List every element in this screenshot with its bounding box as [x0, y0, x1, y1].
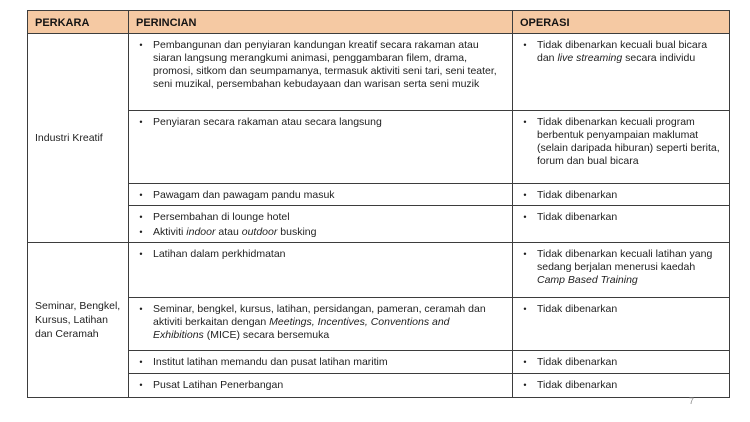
- list-item-text: (MICE) secara bersemuka: [203, 329, 330, 341]
- list-item-text: Tidak dibenarkan: [537, 211, 618, 223]
- list-item-text: atau: [215, 226, 242, 238]
- operasi-cell: [513, 206, 730, 243]
- list-item-text: Penyiaran secara rakaman atau secara langsung: [153, 116, 382, 128]
- list-item-text-italic: live streaming: [557, 52, 623, 64]
- bullet-icon: •: [139, 249, 143, 259]
- bullet-icon: •: [139, 190, 143, 200]
- list-item-text: Latihan dalam perkhidmatan: [153, 248, 286, 260]
- bullet-icon: •: [523, 249, 527, 259]
- list-item: [129, 356, 510, 369]
- list-item: [513, 248, 727, 287]
- list-item-text: Tidak dibenarkan: [537, 356, 618, 368]
- list-item-text-italic: Meetings, Incentives, Conventions and Exhibitions: [153, 316, 450, 341]
- perincian-cell: [129, 351, 513, 374]
- table-row: [28, 206, 730, 243]
- list-item-text: Pusat Latihan Penerbangan: [153, 379, 284, 391]
- table-row: [28, 243, 730, 298]
- col-header-perkara: PERKARA: [28, 11, 129, 34]
- table-row: [28, 298, 730, 351]
- list-item-text: Tidak dibenarkan kecuali bual bicara dan: [537, 39, 708, 64]
- list-item-text: Institut latihan memandu dan pusat latihan maritim: [153, 356, 388, 368]
- list-item: [129, 116, 510, 129]
- list-item-text: Tidak dibenarkan kecuali latihan yang sedang berjalan menerusi kaedah: [537, 248, 713, 273]
- operasi-cell: [513, 111, 730, 184]
- operasi-cell: [513, 184, 730, 206]
- list-item: [513, 356, 727, 369]
- perincian-cell: [129, 111, 513, 184]
- list-item: [513, 303, 727, 316]
- bullet-icon: •: [139, 117, 143, 127]
- col-header-operasi: OPERASI: [513, 11, 730, 34]
- list-item-text-italic: outdoor: [241, 226, 278, 238]
- list-item-text: busking: [277, 226, 317, 238]
- perincian-cell: [129, 243, 513, 298]
- bullet-icon: •: [523, 212, 527, 222]
- col-header-perincian: PERINCIAN: [129, 11, 513, 34]
- list-item-text: Aktiviti: [153, 226, 187, 238]
- restrictions-table: [27, 10, 730, 398]
- perincian-cell: [129, 298, 513, 351]
- list-item-text-italic: indoor: [186, 226, 216, 238]
- list-item: [513, 189, 727, 202]
- bullet-icon: •: [523, 40, 527, 50]
- page-number: 7: [688, 396, 694, 406]
- list-item: [513, 379, 727, 392]
- perincian-cell: [129, 206, 513, 243]
- list-item-text: Tidak dibenarkan: [537, 379, 618, 391]
- list-item-text: Tidak dibenarkan kecuali program berbentuk penyampaian maklumat (selain daripada hiburan) seperti berita, forum dan bual bicara: [537, 116, 720, 167]
- section-label-seminar: Seminar, Bengkel, Kursus, Latihan dan Ceramah: [28, 243, 129, 398]
- operasi-cell: [513, 298, 730, 351]
- table-row: [28, 374, 730, 398]
- perincian-cell: [129, 184, 513, 206]
- table-row: [28, 351, 730, 374]
- table-row: [28, 34, 730, 111]
- list-item: [129, 189, 510, 202]
- section-label-industri-kreatif: Industri Kreatif: [28, 34, 129, 243]
- table-header-row: [28, 11, 730, 34]
- list-item: [513, 39, 727, 65]
- operasi-cell: [513, 374, 730, 398]
- bullet-icon: •: [523, 380, 527, 390]
- list-item: [513, 116, 727, 168]
- list-item-text: Pembangunan dan penyiaran kandungan kreatif secara rakaman atau siaran langsung merangkumi animasi, penggambaran filem, drama, promosi, sitkom dan seumpamanya, termasuk aktiviti seni tari, seni teater, seni muzikal, persembahan kebudayaan dan warisan serta seni muzik: [153, 39, 497, 90]
- list-item: [129, 211, 510, 224]
- list-item-text: Tidak dibenarkan: [537, 189, 618, 201]
- list-item: [129, 248, 510, 261]
- operasi-cell: [513, 351, 730, 374]
- list-item-text: Seminar, bengkel, kursus, latihan, persidangan, pameran, ceramah dan aktiviti berkaitan dengan: [153, 303, 486, 328]
- list-item-text: Persembahan di lounge hotel: [153, 211, 290, 223]
- perincian-cell: [129, 374, 513, 398]
- table-row: [28, 111, 730, 184]
- list-item: [513, 211, 727, 224]
- table-row: [28, 184, 730, 206]
- bullet-icon: •: [523, 357, 527, 367]
- list-item: [129, 303, 510, 342]
- list-item-text-italic: Camp Based Training: [537, 274, 638, 286]
- list-item-text: secara individu: [622, 52, 696, 64]
- perincian-cell: [129, 34, 513, 111]
- bullet-icon: •: [139, 357, 143, 367]
- operasi-cell: [513, 243, 730, 298]
- operasi-cell: [513, 34, 730, 111]
- list-item-text: Tidak dibenarkan: [537, 303, 618, 315]
- bullet-icon: •: [139, 40, 143, 50]
- bullet-icon: •: [523, 304, 527, 314]
- bullet-icon: •: [139, 304, 143, 314]
- bullet-icon: •: [139, 227, 143, 237]
- bullet-icon: •: [523, 117, 527, 127]
- list-item: [129, 379, 510, 392]
- bullet-icon: •: [139, 212, 143, 222]
- list-item: [129, 226, 510, 239]
- list-item-text: Pawagam dan pawagam pandu masuk: [153, 189, 335, 201]
- bullet-icon: •: [523, 190, 527, 200]
- bullet-icon: •: [139, 380, 143, 390]
- list-item: [129, 39, 510, 91]
